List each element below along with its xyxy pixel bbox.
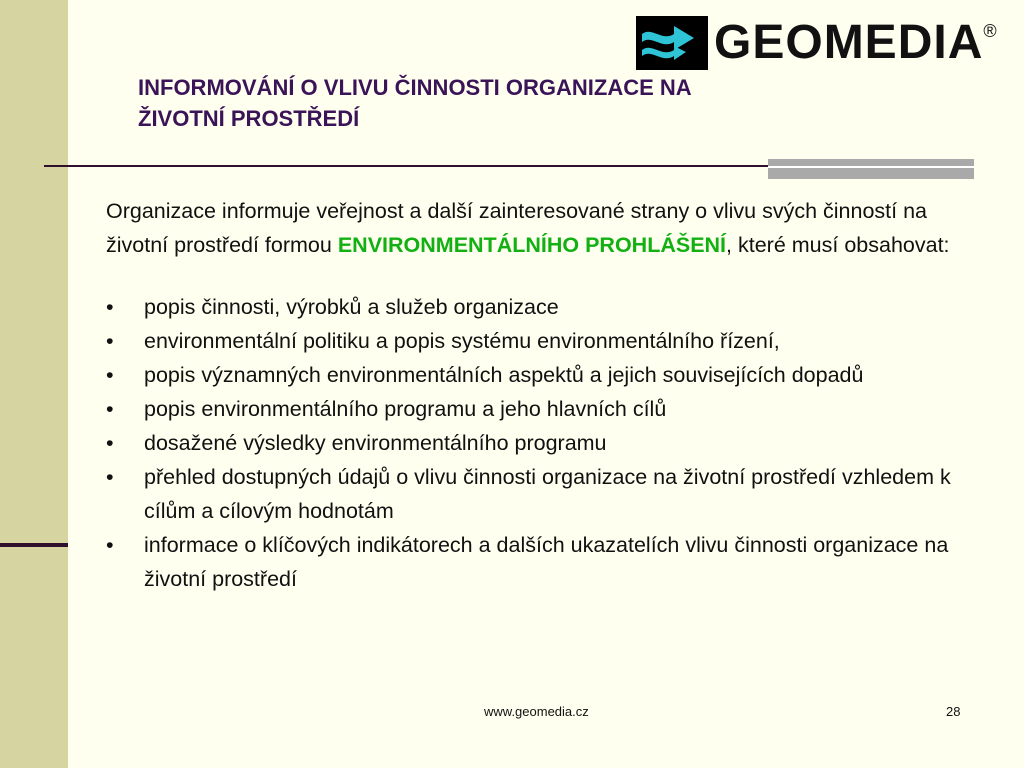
list-item-text: popis činnosti, výrobků a služeb organizace — [144, 295, 559, 319]
highlighted-term: ENVIRONMENTÁLNÍHO PROHLÁŠENÍ — [337, 233, 727, 257]
list-item-text: přehled dostupných údajů o vlivu činnosti organizace na životní prostředí vzhledem k cílům a cílovým hodnotám — [144, 465, 951, 523]
list-item-text: popis významných environmentálních aspektů a jejich souvisejících dopadů — [144, 363, 864, 387]
logo-text: GEOMEDIA® — [714, 16, 998, 69]
list-item-text: dosažené výsledky environmentálního programu — [144, 431, 607, 455]
list-item — [106, 324, 986, 358]
registered-mark: ® — [983, 21, 998, 41]
list-item — [106, 358, 986, 392]
list-item-text: popis environmentálního programu a jeho hlavních cílů — [144, 397, 667, 421]
logo-wave-icon — [636, 16, 708, 70]
list-item — [106, 290, 986, 324]
footer-url: www.geomedia.cz — [484, 704, 589, 719]
list-item — [106, 392, 986, 426]
page-number: 28 — [946, 704, 961, 719]
divider-accent-block — [768, 159, 974, 179]
bullet-icon: • — [106, 363, 114, 387]
bullet-icon: • — [106, 329, 114, 353]
bullet-icon: • — [106, 465, 114, 489]
list-item-text: informace o klíčových indikátorech a dalších ukazatelích vlivu činnosti organizace na životní prostředí — [144, 533, 949, 591]
intro-paragraph — [106, 194, 986, 262]
intro-text-end: , které musí obsahovat: — [726, 233, 950, 257]
list-item — [106, 426, 986, 460]
slide-title — [138, 72, 898, 134]
geomedia-logo — [636, 16, 998, 70]
slide-body — [106, 194, 986, 596]
list-item-text: environmentální politiku a popis systému environmentálního řízení, — [144, 329, 780, 353]
bullet-icon: • — [106, 295, 114, 319]
slide-title-line-1: INFORMOVÁNÍ O VLIVU ČINNOSTI ORGANIZACE NA — [138, 75, 692, 100]
list-item — [106, 460, 986, 528]
bullet-icon: • — [106, 431, 114, 455]
list-item — [106, 528, 986, 596]
bullet-icon: • — [106, 533, 114, 557]
intro-text: Organizace informuje veřejnost a další zainteresované strany o vlivu svých činností na životní prostředí formou — [106, 199, 927, 257]
slide-title-line-2: ŽIVOTNÍ PROSTŘEDÍ — [138, 106, 360, 131]
bullet-list — [106, 290, 986, 596]
side-bar — [0, 0, 68, 768]
bullet-icon: • — [106, 397, 114, 421]
side-accent-line — [0, 543, 68, 547]
